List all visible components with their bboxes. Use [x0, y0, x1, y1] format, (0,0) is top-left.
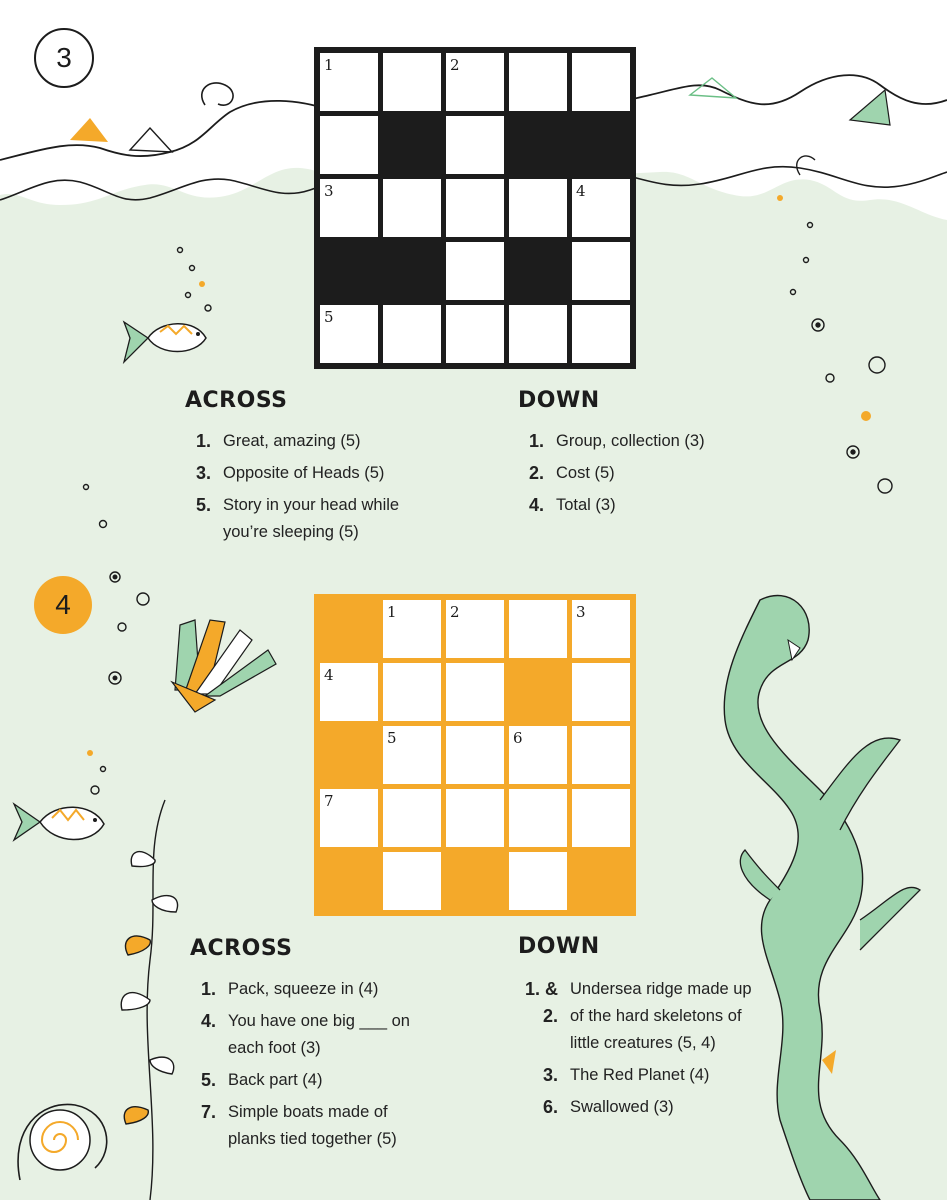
clue-text: Swallowed (3)	[570, 1098, 674, 1116]
clue-text: Great, amazing (5)	[223, 432, 361, 450]
across-heading-4: ACROSS	[190, 936, 293, 961]
grid-cell[interactable]	[320, 789, 378, 847]
grid-cell[interactable]	[320, 305, 378, 363]
grid-cell[interactable]	[572, 663, 630, 721]
grid-block	[572, 116, 630, 174]
clue-number: 7.	[200, 1102, 216, 1122]
grid-cell[interactable]	[320, 179, 378, 237]
clue-number: 6.	[542, 1097, 558, 1117]
grid-block	[383, 242, 441, 300]
clue-number: 1.	[528, 431, 544, 451]
puzzle-number-3: 3	[34, 28, 94, 88]
grid-block	[509, 242, 567, 300]
puzzle-number-4: 4	[34, 576, 92, 634]
grid-cell[interactable]	[383, 789, 441, 847]
across-clues-4	[190, 976, 415, 1158]
grid-cell[interactable]	[572, 305, 630, 363]
down-heading-4: DOWN	[518, 934, 600, 959]
clue-number: 2.	[528, 463, 544, 483]
grid-cell[interactable]	[572, 789, 630, 847]
seaweed-icon	[121, 800, 177, 1200]
grid-cell[interactable]	[446, 53, 504, 111]
grid-cell[interactable]	[509, 305, 567, 363]
grid-cell[interactable]	[446, 305, 504, 363]
down-clues-3	[518, 428, 758, 524]
grid-cell[interactable]	[446, 242, 504, 300]
down-clues-4	[508, 976, 758, 1126]
grid-cell[interactable]	[446, 179, 504, 237]
clue-text: Undersea ridge made up of the hard skeletons of little creatures (5, 4)	[570, 980, 752, 1052]
grid-block	[320, 600, 378, 658]
grid-cell[interactable]	[383, 726, 441, 784]
clue-number: 1.	[195, 431, 211, 451]
grid-block	[320, 726, 378, 784]
clue-row	[190, 976, 415, 1003]
grid-cell[interactable]	[446, 600, 504, 658]
crossword-grid-4	[314, 594, 636, 916]
clue-text: Back part (4)	[228, 1071, 323, 1089]
clue-number-label: 4	[324, 666, 334, 684]
crossword-grid-3	[314, 47, 636, 369]
clue-text: Simple boats made of planks tied together (5)	[228, 1103, 397, 1148]
clue-number-label: 5	[324, 308, 334, 326]
clue-number: 4.	[528, 495, 544, 515]
grid-cell[interactable]	[509, 53, 567, 111]
clue-row	[518, 428, 758, 455]
clue-number-label: 3	[324, 182, 334, 200]
grid-block	[572, 852, 630, 910]
grid-block	[320, 242, 378, 300]
clue-row	[185, 428, 425, 455]
spiral-shell-icon	[18, 1104, 107, 1180]
grid-cell[interactable]	[509, 600, 567, 658]
shell-icon	[172, 620, 276, 712]
clue-row	[190, 1008, 415, 1062]
clue-row	[190, 1099, 415, 1153]
clue-row	[185, 460, 425, 487]
grid-cell[interactable]	[572, 242, 630, 300]
clue-text: Cost (5)	[556, 464, 615, 482]
clue-number-label: 2	[450, 56, 460, 74]
clue-row	[518, 460, 758, 487]
grid-cell[interactable]	[572, 53, 630, 111]
clue-number: 5.	[195, 495, 211, 515]
clue-number: 1.	[200, 979, 216, 999]
clue-text: Story in your head while you’re sleeping (5)	[223, 496, 400, 541]
clue-number: 5.	[200, 1070, 216, 1090]
clue-row	[518, 492, 758, 519]
clue-row	[508, 976, 758, 1057]
clue-number-label: 5	[387, 729, 397, 747]
grid-cell[interactable]	[320, 663, 378, 721]
clue-number-label: 6	[513, 729, 523, 747]
clue-text: Pack, squeeze in (4)	[228, 980, 379, 998]
grid-cell[interactable]	[446, 663, 504, 721]
clue-number-label: 2	[450, 603, 460, 621]
grid-block	[509, 663, 567, 721]
clue-text: The Red Planet (4)	[570, 1066, 710, 1084]
grid-block	[383, 116, 441, 174]
grid-block	[320, 852, 378, 910]
grid-cell[interactable]	[509, 179, 567, 237]
grid-cell[interactable]	[509, 726, 567, 784]
grid-cell[interactable]	[572, 726, 630, 784]
grid-block	[446, 852, 504, 910]
grid-block	[509, 116, 567, 174]
grid-cell[interactable]	[320, 53, 378, 111]
grid-cell[interactable]	[320, 116, 378, 174]
grid-cell[interactable]	[509, 789, 567, 847]
clue-row	[185, 492, 425, 546]
grid-cell[interactable]	[383, 179, 441, 237]
grid-cell[interactable]	[383, 852, 441, 910]
across-clues-3	[185, 428, 425, 551]
grid-cell[interactable]	[572, 179, 630, 237]
clue-text: Opposite of Heads (5)	[223, 464, 385, 482]
grid-cell[interactable]	[572, 600, 630, 658]
clue-number-label: 4	[576, 182, 586, 200]
fish-icon	[14, 804, 104, 840]
clue-number: 3.	[542, 1065, 558, 1085]
clue-text: You have one big ___ on each foot (3)	[228, 1012, 410, 1057]
down-heading-3: DOWN	[518, 388, 600, 413]
across-heading-3: ACROSS	[185, 388, 288, 413]
clue-text: Group, collection (3)	[556, 432, 705, 450]
clue-number: 4.	[200, 1011, 216, 1031]
grid-cell[interactable]	[446, 789, 504, 847]
clue-row	[190, 1067, 415, 1094]
clue-row	[508, 1094, 758, 1121]
clue-number: 3.	[195, 463, 211, 483]
grid-cell[interactable]	[383, 600, 441, 658]
grid-cell[interactable]	[446, 116, 504, 174]
clue-number-label: 1	[324, 56, 334, 74]
grid-cell[interactable]	[383, 305, 441, 363]
clue-number-label: 7	[324, 792, 334, 810]
grid-cell[interactable]	[509, 852, 567, 910]
grid-cell[interactable]	[383, 663, 441, 721]
grid-cell[interactable]	[383, 53, 441, 111]
fish-icon	[124, 322, 206, 362]
clue-number-label: 1	[387, 603, 397, 621]
clue-number-label: 3	[576, 603, 586, 621]
clue-row	[508, 1062, 758, 1089]
grid-cell[interactable]	[446, 726, 504, 784]
clue-number: 1. & 2.	[524, 979, 558, 1026]
clue-text: Total (3)	[556, 496, 616, 514]
